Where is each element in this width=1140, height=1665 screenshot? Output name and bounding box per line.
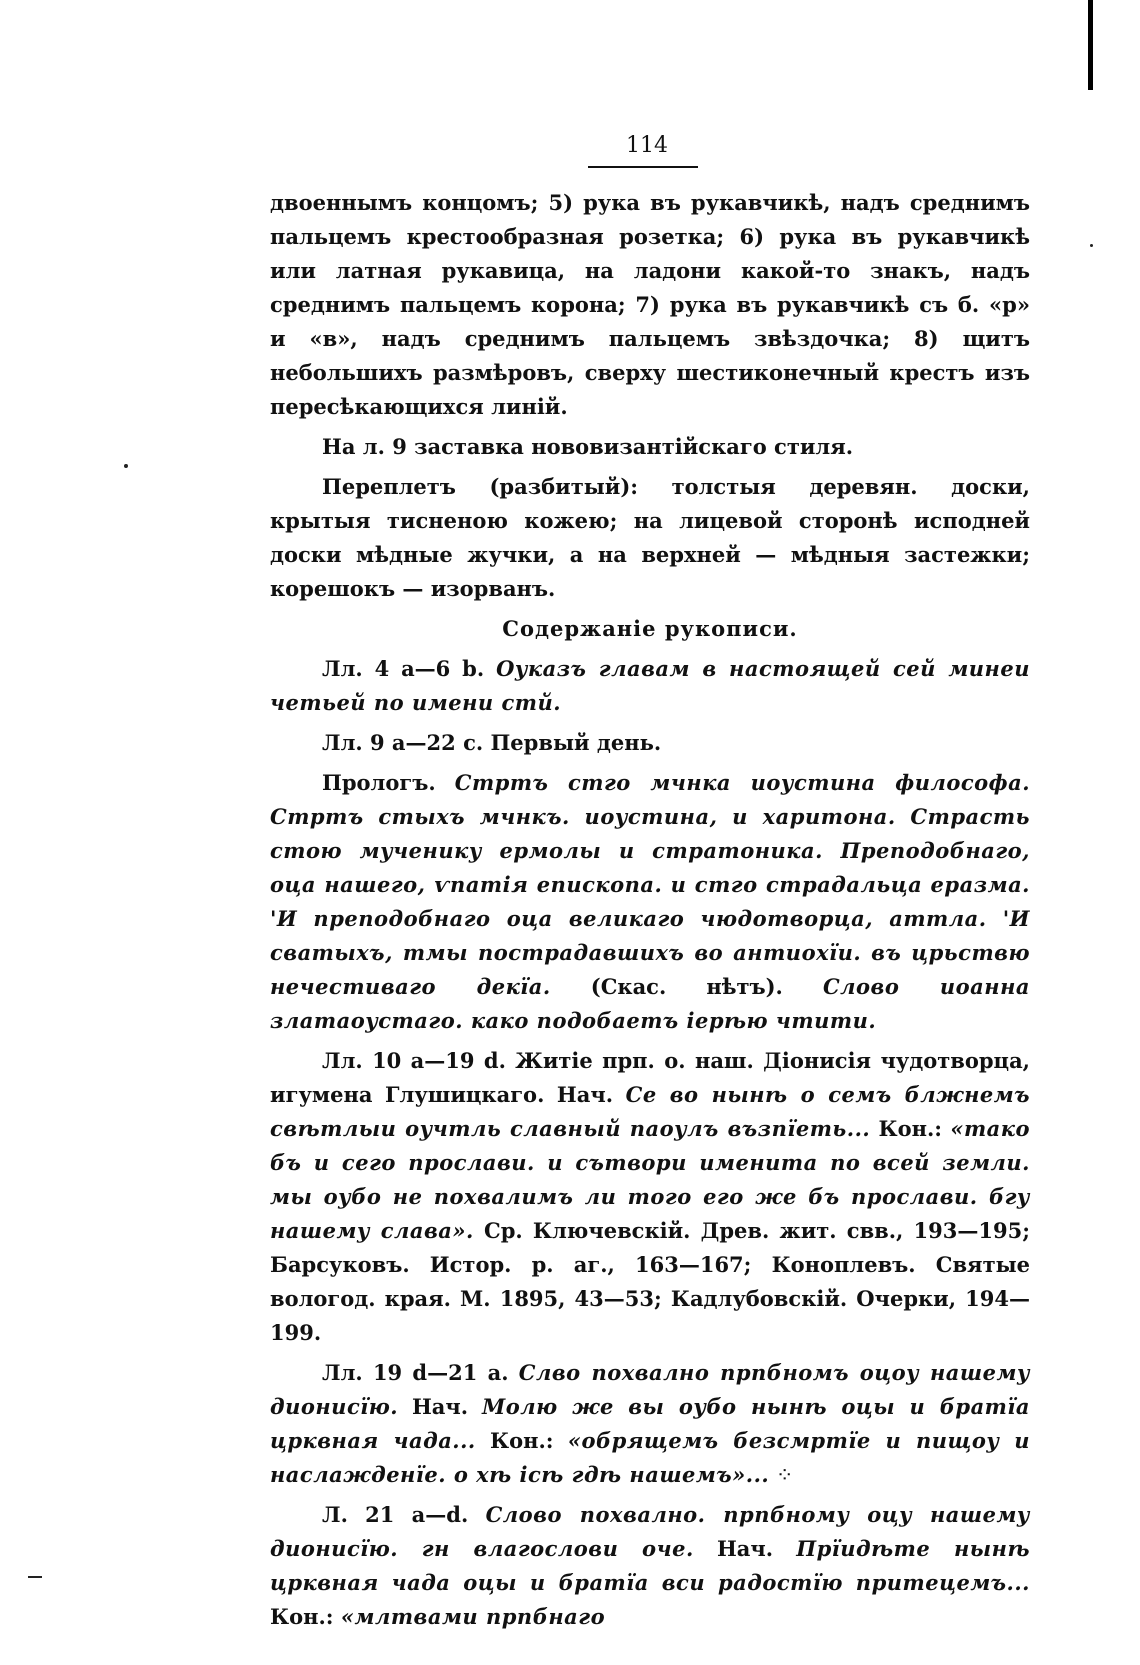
text-run: Нач. <box>693 1536 797 1561</box>
ornament: ⁘ <box>769 1463 794 1487</box>
church-slavonic-text: Оуказъ главам в настоящей сей минеи четьей по имени стй. <box>270 656 1030 715</box>
church-slavonic-text: Прїидѣте нынѣ црквная чада оцы и братїа вси радостїю притецемъ... <box>270 1536 1030 1595</box>
scan-speck <box>124 464 128 468</box>
text-run: Ср. Ключевскій. Древ. жит. свв., 193—195; Барсуковъ. Истор. р. аг., 163—167; Коноплевъ. Святые вологод. края. М. 1895, 43—53; Кадлубовскій. Очерки, 194—199. <box>270 1218 1030 1345</box>
paragraph <box>270 652 1030 720</box>
paragraph <box>270 766 1030 1038</box>
text-run: Переплетъ (разбитый): толстыя деревян. доски, крытыя тисненою кожею; на лицевой сторонѣ исподней доски мѣдные жучки, а на верхней — мѣдныя застежки; корешокъ — изорванъ. <box>270 474 1030 601</box>
text-run: Кон.: <box>475 1428 568 1453</box>
scan-speck <box>1090 244 1093 247</box>
church-slavonic-text: Слово иоанна златаоустаго. како подобаетъ іерѣю чтити. <box>270 974 1031 1033</box>
text-run: Лл. 4 а—6 b. <box>322 656 497 681</box>
paragraph <box>270 1044 1030 1350</box>
church-slavonic-text: «млтвами прпбнаго <box>340 1604 606 1629</box>
text-run: двоеннымъ концомъ; 5) рука въ рукавчикѣ, надъ среднимъ пальцемъ крестообразная розетка; 6) рука въ рукавчикѣ или латная рукавица, на ладони какой-то знакъ, надъ среднимъ пальцемъ корона; 7) рука въ рукавчикѣ съ б. «р» и «в», надъ среднимъ пальцемъ звѣздочка; 8) щитъ небольшихъ размѣровъ, сверху шестиконечный крестъ изъ пересѣкающихся линій. <box>270 190 1030 419</box>
text-run: (Скас. нѣтъ). <box>550 974 823 999</box>
church-slavonic-text: «обрящемъ безсмртїе и пищоу и наслажденїе. о хѣ ісѣ гдѣ нашемъ»... <box>270 1428 1030 1487</box>
paragraph <box>270 726 1030 760</box>
page-body <box>270 186 1030 1634</box>
text-run: Кон.: <box>270 1604 341 1629</box>
paragraph <box>270 1498 1030 1634</box>
church-slavonic-text: Стртъ стго мчнка иоустина философа. Стртъ стыхъ мчнкъ. иоустина, и харитона. Страсть стою мученику ермолы и стратоника. Преподобнаго, оца нашего, ѵпатія епископа. и стго страдальца еразма. 'И преподобнаго оца великаго чюдотворца, аттла. 'И сватыхъ, тмы пострадавшихъ во антиохїи. въ црьствю нечестиваго декїа. <box>270 770 1031 999</box>
church-slavonic-text: Молю же вы оубо нынѣ оцы и братїа црквная чада... <box>270 1394 1030 1453</box>
scan-mark <box>28 1576 42 1578</box>
church-slavonic-text: Слво похвално прпбномъ оцоу нашему дионисїю. <box>270 1360 1031 1419</box>
text-run: Прологъ. <box>322 770 455 795</box>
page-number: 114 <box>626 133 668 158</box>
scan-edge-mark <box>1088 0 1093 90</box>
paragraph <box>270 430 1030 464</box>
text-run: Лл. 19 d—21 а. <box>322 1360 519 1385</box>
paragraph <box>270 612 1030 646</box>
church-slavonic-text: Слово похвално. прпбному оцу нашему дионисїю. гн влагослови оче. <box>270 1502 1030 1561</box>
text-run: Л. 21 а—d. <box>322 1502 486 1527</box>
text-run: На л. 9 заставка нововизантійскаго стиля. <box>322 434 854 459</box>
text-run: Лл. 10 а—19 d. Житіе прп. о. наш. Діонисія чудотворца, игумена Глушицкаго. Нач. <box>270 1048 1030 1107</box>
text-run: Содержаніе рукописи. <box>502 616 798 641</box>
paragraph <box>270 470 1030 606</box>
text-run: Нач. <box>398 1394 483 1419</box>
text-run: Кон.: <box>870 1116 951 1141</box>
church-slavonic-text: «тако бъ и сего прослави. и сътвори именита по всей земли. мы оубо не похвалимъ ли того его же бъ прослави. бгу нашему слава». <box>270 1116 1030 1243</box>
page-number-rule <box>588 166 698 168</box>
church-slavonic-text: Се во нынѣ о семъ блжнемъ свѣтлыи оучтль славный паоулъ възпїеть... <box>270 1082 1030 1141</box>
paragraph <box>270 1356 1030 1492</box>
paragraph <box>270 186 1030 424</box>
text-run: Лл. 9 а—22 с. Первый день. <box>322 730 662 755</box>
